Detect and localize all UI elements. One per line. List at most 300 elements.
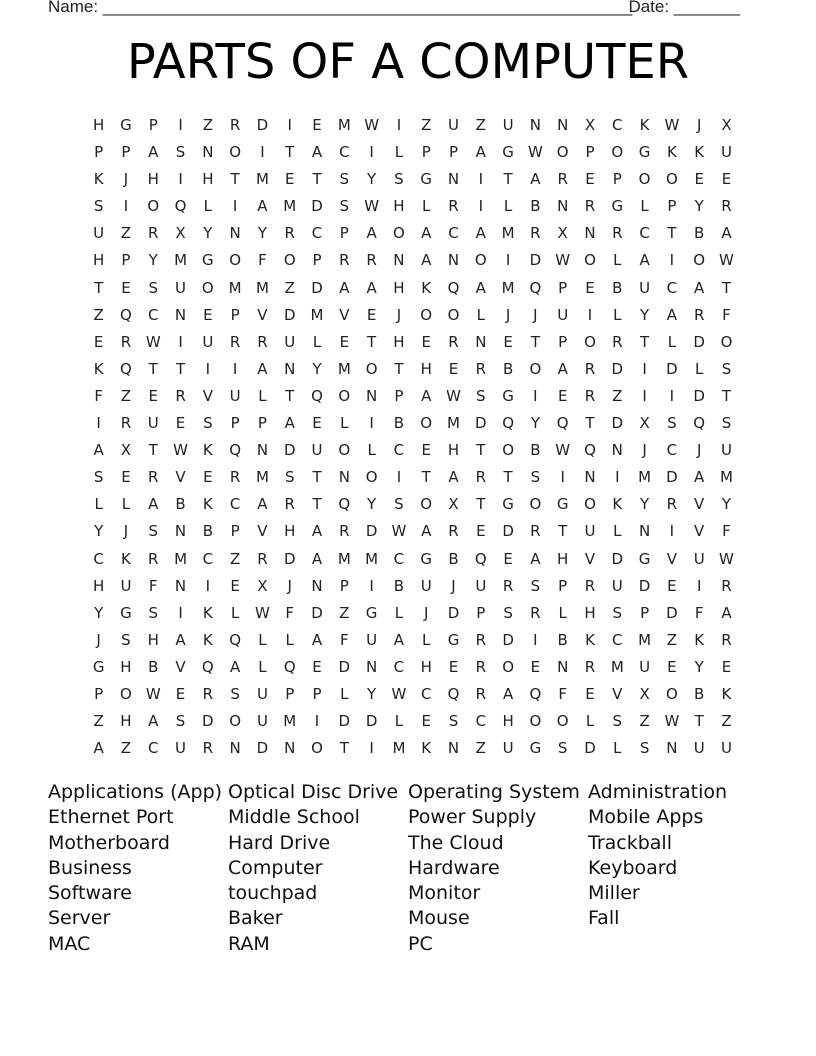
grid-letter[interactable]: C	[612, 116, 623, 134]
grid-letter[interactable]: V	[339, 305, 350, 324]
grid-letter[interactable]: R	[584, 386, 596, 405]
grid-letter[interactable]: B	[393, 414, 405, 433]
grid-letter[interactable]: V	[694, 495, 705, 514]
grid-letter[interactable]: C	[475, 712, 487, 731]
grid-letter[interactable]: I	[205, 576, 211, 595]
grid-letter[interactable]: P	[558, 278, 568, 297]
grid-letter[interactable]: I	[287, 116, 292, 134]
grid-letter[interactable]: W	[364, 197, 380, 216]
grid-letter[interactable]: A	[393, 630, 405, 649]
grid-letter[interactable]: K	[721, 684, 732, 703]
grid-letter[interactable]: R	[502, 576, 514, 595]
grid-letter[interactable]: R	[448, 197, 459, 216]
grid-letter[interactable]: M	[638, 468, 652, 487]
grid-letter[interactable]: M	[337, 116, 351, 134]
grid-letter[interactable]: K	[585, 630, 595, 649]
grid-letter[interactable]: G	[502, 386, 514, 405]
grid-letter[interactable]: A	[366, 224, 377, 243]
grid-letter[interactable]: E	[203, 468, 213, 487]
grid-letter[interactable]: D	[256, 116, 269, 134]
grid-letter[interactable]: F	[722, 305, 731, 324]
grid-letter[interactable]: L	[613, 522, 622, 541]
grid-letter[interactable]: S	[476, 386, 486, 405]
grid-letter[interactable]: S	[394, 170, 404, 189]
grid-letter[interactable]: I	[178, 170, 183, 189]
grid-letter[interactable]: W	[664, 116, 680, 134]
grid-letter[interactable]: P	[476, 603, 486, 622]
grid-letter[interactable]: S	[284, 468, 295, 487]
grid-letter[interactable]: R	[666, 495, 678, 514]
grid-letter[interactable]: O	[229, 251, 242, 270]
grid-letter[interactable]: O	[529, 712, 542, 731]
grid-letter[interactable]: Y	[367, 170, 377, 189]
grid-letter[interactable]: K	[202, 630, 213, 649]
grid-letter[interactable]: Z	[120, 224, 132, 243]
grid-letter[interactable]: Y	[694, 197, 704, 216]
grid-letter[interactable]: B	[557, 630, 568, 649]
grid-letter[interactable]: U	[693, 739, 705, 758]
grid-letter[interactable]: Q	[693, 414, 706, 433]
grid-letter[interactable]: S	[148, 278, 158, 297]
grid-letter[interactable]: H	[147, 630, 159, 649]
grid-letter[interactable]: P	[585, 143, 595, 162]
grid-letter[interactable]: S	[148, 522, 158, 541]
grid-letter[interactable]: R	[475, 684, 487, 703]
grid-letter[interactable]: C	[393, 441, 405, 460]
grid-letter[interactable]: P	[257, 414, 267, 433]
grid-letter[interactable]: Q	[584, 441, 596, 460]
grid-letter[interactable]: D	[283, 305, 296, 324]
grid-letter[interactable]: I	[505, 251, 511, 270]
grid-letter[interactable]: W	[555, 441, 571, 460]
grid-letter[interactable]: D	[256, 739, 269, 758]
grid-letter[interactable]: R	[366, 251, 377, 270]
grid-letter[interactable]: J	[123, 170, 129, 189]
grid-letter[interactable]: S	[721, 414, 732, 433]
grid-letter[interactable]: Z	[475, 739, 486, 758]
grid-letter[interactable]: U	[611, 576, 623, 595]
grid-letter[interactable]: A	[475, 224, 486, 243]
grid-letter[interactable]: A	[475, 278, 486, 297]
grid-letter[interactable]: X	[639, 414, 650, 433]
grid-letter[interactable]: E	[721, 170, 732, 189]
grid-letter[interactable]: I	[533, 630, 538, 649]
grid-letter[interactable]: C	[666, 441, 678, 460]
grid-letter[interactable]: C	[393, 549, 405, 568]
grid-letter[interactable]: D	[611, 549, 624, 568]
grid-letter[interactable]: T	[312, 468, 322, 487]
grid-letter[interactable]: L	[640, 197, 649, 216]
grid-letter[interactable]: O	[311, 739, 323, 758]
grid-letter[interactable]: U	[202, 332, 214, 351]
grid-letter[interactable]: F	[285, 603, 295, 622]
grid-letter[interactable]: Z	[666, 630, 678, 649]
grid-letter[interactable]: K	[93, 359, 104, 378]
grid-letter[interactable]: W	[719, 251, 734, 270]
grid-letter[interactable]: Y	[148, 251, 158, 270]
grid-letter[interactable]: P	[312, 684, 322, 703]
grid-letter[interactable]: I	[178, 603, 183, 622]
grid-letter[interactable]: Y	[367, 495, 377, 514]
grid-letter[interactable]: M	[255, 170, 269, 189]
grid-letter[interactable]: E	[503, 549, 513, 568]
grid-letter[interactable]: E	[284, 170, 295, 189]
grid-letter[interactable]: P	[230, 522, 240, 541]
grid-letter[interactable]: L	[94, 495, 103, 514]
grid-letter[interactable]: A	[257, 495, 268, 514]
grid-letter[interactable]: A	[448, 468, 459, 487]
grid-letter[interactable]: R	[584, 359, 596, 378]
grid-letter[interactable]: N	[529, 116, 542, 134]
grid-letter[interactable]: P	[448, 143, 459, 162]
grid-letter[interactable]: L	[585, 712, 595, 731]
grid-letter[interactable]: D	[283, 441, 296, 460]
grid-letter[interactable]: R	[148, 549, 159, 568]
grid-letter[interactable]: U	[93, 224, 105, 243]
grid-letter[interactable]: N	[311, 576, 323, 595]
grid-letter[interactable]: M	[501, 278, 515, 297]
grid-letter[interactable]: I	[314, 712, 320, 731]
grid-letter[interactable]: O	[365, 468, 378, 487]
grid-letter[interactable]: R	[475, 359, 487, 378]
grid-letter[interactable]: A	[694, 468, 705, 487]
grid-letter[interactable]: N	[174, 522, 187, 541]
grid-letter[interactable]: C	[148, 305, 159, 324]
grid-letter[interactable]: O	[474, 251, 487, 270]
grid-letter[interactable]: U	[420, 576, 432, 595]
grid-letter[interactable]: U	[584, 522, 596, 541]
grid-letter[interactable]: P	[285, 684, 295, 703]
grid-letter[interactable]: P	[394, 386, 404, 405]
grid-letter[interactable]: A	[284, 414, 295, 433]
grid-letter[interactable]: U	[693, 549, 705, 568]
grid-letter[interactable]: A	[257, 197, 268, 216]
grid-letter[interactable]: V	[202, 386, 213, 405]
grid-letter[interactable]: Z	[93, 305, 104, 324]
grid-letter[interactable]: O	[365, 359, 378, 378]
grid-letter[interactable]: N	[366, 386, 378, 405]
grid-letter[interactable]: R	[202, 739, 214, 758]
grid-letter[interactable]: J	[396, 305, 402, 324]
grid-letter[interactable]: W	[446, 386, 461, 405]
grid-letter[interactable]: N	[366, 657, 378, 676]
grid-letter[interactable]: S	[230, 684, 240, 703]
grid-letter[interactable]: I	[669, 386, 675, 405]
grid-letter[interactable]: J	[696, 116, 702, 134]
grid-letter[interactable]: O	[665, 170, 678, 189]
grid-letter[interactable]: P	[612, 170, 622, 189]
grid-letter[interactable]: M	[337, 359, 351, 378]
grid-letter[interactable]: M	[255, 468, 269, 487]
grid-letter[interactable]: S	[612, 712, 623, 731]
grid-letter[interactable]: J	[505, 305, 511, 324]
grid-letter[interactable]: T	[285, 386, 295, 405]
grid-letter[interactable]: H	[557, 549, 569, 568]
grid-letter[interactable]: L	[312, 332, 322, 351]
grid-letter[interactable]: C	[202, 549, 214, 568]
grid-letter[interactable]: S	[203, 414, 213, 433]
grid-letter[interactable]: Y	[721, 495, 732, 514]
grid-letter[interactable]: Z	[639, 712, 650, 731]
grid-letter[interactable]: U	[147, 414, 159, 433]
grid-letter[interactable]: E	[230, 576, 240, 595]
grid-letter[interactable]: I	[369, 143, 374, 162]
grid-letter[interactable]: Z	[339, 603, 350, 622]
grid-letter[interactable]: E	[503, 332, 513, 351]
grid-letter[interactable]: S	[530, 576, 541, 595]
grid-letter[interactable]: I	[369, 414, 374, 433]
grid-letter[interactable]: D	[638, 576, 651, 595]
grid-letter[interactable]: D	[693, 386, 705, 405]
grid-letter[interactable]: E	[667, 576, 677, 595]
grid-letter[interactable]: G	[120, 603, 132, 622]
grid-letter[interactable]: A	[311, 630, 323, 649]
grid-letter[interactable]: P	[558, 332, 568, 351]
grid-letter[interactable]: L	[695, 359, 704, 378]
grid-letter[interactable]: Y	[530, 414, 540, 433]
grid-letter[interactable]: H	[120, 712, 132, 731]
grid-letter[interactable]: G	[420, 170, 433, 189]
grid-letter[interactable]: A	[421, 251, 432, 270]
grid-letter[interactable]: I	[669, 522, 675, 541]
grid-letter[interactable]: S	[175, 712, 186, 731]
grid-letter[interactable]: W	[527, 143, 543, 162]
grid-letter[interactable]: D	[584, 739, 596, 758]
grid-letter[interactable]: V	[257, 305, 268, 324]
grid-letter[interactable]: R	[475, 657, 487, 676]
grid-letter[interactable]: O	[147, 197, 160, 216]
grid-letter[interactable]: E	[585, 278, 595, 297]
grid-letter[interactable]: M	[337, 549, 351, 568]
grid-letter[interactable]: A	[257, 359, 268, 378]
grid-letter[interactable]: U	[475, 576, 487, 595]
grid-letter[interactable]: Y	[640, 495, 650, 514]
grid-letter[interactable]: W	[391, 684, 407, 703]
grid-letter[interactable]: U	[284, 332, 296, 351]
grid-letter[interactable]: A	[148, 495, 159, 514]
grid-letter[interactable]: O	[420, 414, 433, 433]
grid-letter[interactable]: J	[642, 441, 647, 460]
grid-letter[interactable]: G	[638, 549, 651, 568]
grid-letter[interactable]: O	[420, 305, 433, 324]
grid-letter[interactable]: M	[447, 414, 460, 433]
grid-letter[interactable]: U	[311, 441, 323, 460]
grid-letter[interactable]: A	[530, 549, 541, 568]
grid-letter[interactable]: E	[175, 684, 186, 703]
grid-letter[interactable]: I	[642, 386, 647, 405]
grid-letter[interactable]: G	[365, 603, 378, 622]
grid-letter[interactable]: C	[448, 224, 459, 243]
grid-letter[interactable]: E	[448, 359, 459, 378]
grid-letter[interactable]: B	[175, 495, 186, 514]
grid-letter[interactable]: R	[475, 630, 487, 649]
grid-letter[interactable]: H	[420, 359, 432, 378]
grid-letter[interactable]: H	[584, 603, 596, 622]
grid-letter[interactable]: T	[285, 143, 295, 162]
grid-letter[interactable]: R	[448, 522, 459, 541]
grid-letter[interactable]: C	[612, 630, 623, 649]
grid-letter[interactable]: W	[255, 603, 270, 622]
grid-letter[interactable]: A	[93, 739, 104, 758]
grid-letter[interactable]: C	[393, 657, 405, 676]
grid-letter[interactable]: A	[421, 386, 432, 405]
grid-letter[interactable]: Z	[612, 386, 623, 405]
grid-letter[interactable]: O	[393, 224, 405, 243]
grid-letter[interactable]: F	[558, 684, 568, 703]
grid-letter[interactable]: L	[258, 386, 267, 405]
grid-letter[interactable]: O	[584, 495, 596, 514]
grid-letter[interactable]: O	[338, 441, 351, 460]
grid-letter[interactable]: U	[120, 576, 132, 595]
grid-letter[interactable]: X	[639, 684, 650, 703]
grid-letter[interactable]: A	[366, 278, 377, 297]
grid-letter[interactable]: P	[230, 414, 240, 433]
grid-letter[interactable]: N	[475, 332, 487, 351]
grid-letter[interactable]: R	[339, 251, 350, 270]
grid-letter[interactable]: U	[502, 116, 514, 134]
grid-letter[interactable]: A	[311, 549, 323, 568]
grid-letter[interactable]: D	[529, 251, 542, 270]
grid-letter[interactable]: L	[476, 305, 485, 324]
grid-letter[interactable]: K	[421, 278, 432, 297]
grid-letter[interactable]: N	[284, 739, 296, 758]
grid-letter[interactable]: E	[694, 170, 704, 189]
grid-letter[interactable]: E	[421, 441, 431, 460]
grid-letter[interactable]: B	[694, 684, 705, 703]
grid-letter[interactable]: E	[557, 386, 568, 405]
grid-letter[interactable]: U	[448, 116, 459, 134]
grid-letter[interactable]: D	[338, 657, 351, 676]
grid-letter[interactable]: V	[584, 549, 596, 568]
grid-letter[interactable]: N	[447, 251, 460, 270]
grid-letter[interactable]: M	[392, 739, 406, 758]
grid-letter[interactable]: E	[175, 414, 186, 433]
grid-letter[interactable]: J	[451, 576, 456, 595]
grid-letter[interactable]: X	[257, 576, 268, 595]
grid-letter[interactable]: H	[420, 657, 432, 676]
grid-letter[interactable]: I	[178, 332, 183, 351]
grid-letter[interactable]: V	[666, 549, 678, 568]
grid-letter[interactable]: A	[421, 522, 432, 541]
grid-letter[interactable]: U	[720, 441, 732, 460]
grid-letter[interactable]: W	[555, 251, 571, 270]
grid-letter[interactable]: A	[639, 251, 650, 270]
grid-letter[interactable]: D	[447, 603, 460, 622]
grid-letter[interactable]: B	[694, 224, 705, 243]
grid-letter[interactable]: O	[556, 712, 569, 731]
grid-letter[interactable]: L	[367, 441, 376, 460]
grid-letter[interactable]: I	[587, 305, 593, 324]
grid-letter[interactable]: T	[530, 332, 540, 351]
grid-letter[interactable]: E	[667, 657, 677, 676]
grid-letter[interactable]: T	[585, 414, 595, 433]
grid-letter[interactable]: C	[311, 224, 323, 243]
grid-letter[interactable]: R	[257, 549, 268, 568]
grid-letter[interactable]: W	[664, 712, 680, 731]
grid-letter[interactable]: G	[420, 549, 433, 568]
grid-letter[interactable]: I	[396, 116, 402, 134]
grid-letter[interactable]: Y	[312, 359, 322, 378]
grid-letter[interactable]: A	[502, 684, 514, 703]
grid-letter[interactable]: Q	[529, 278, 542, 297]
grid-letter[interactable]: O	[120, 684, 132, 703]
grid-letter[interactable]: K	[421, 739, 432, 758]
grid-letter[interactable]: T	[312, 495, 322, 514]
grid-letter[interactable]: C	[339, 143, 350, 162]
grid-letter[interactable]: L	[422, 630, 431, 649]
grid-letter[interactable]: S	[721, 359, 732, 378]
grid-letter[interactable]: B	[202, 522, 213, 541]
grid-letter[interactable]: G	[502, 495, 514, 514]
grid-letter[interactable]: T	[148, 359, 158, 378]
grid-letter[interactable]: A	[175, 630, 186, 649]
grid-letter[interactable]: R	[612, 332, 623, 351]
grid-letter[interactable]: E	[448, 657, 459, 676]
grid-letter[interactable]: C	[93, 549, 104, 568]
grid-letter[interactable]: I	[615, 468, 620, 487]
grid-letter[interactable]: N	[447, 739, 460, 758]
grid-letter[interactable]: A	[721, 224, 732, 243]
grid-letter[interactable]: O	[720, 332, 733, 351]
grid-letter[interactable]: D	[365, 522, 378, 541]
grid-letter[interactable]: M	[638, 630, 652, 649]
grid-letter[interactable]: F	[148, 576, 158, 595]
grid-letter[interactable]: E	[530, 657, 541, 676]
grid-letter[interactable]: K	[639, 116, 650, 134]
grid-letter[interactable]: D	[365, 712, 378, 731]
grid-letter[interactable]: D	[666, 603, 678, 622]
grid-letter[interactable]: H	[120, 657, 132, 676]
grid-letter[interactable]: O	[584, 332, 596, 351]
grid-letter[interactable]: K	[612, 495, 623, 514]
grid-letter[interactable]: O	[529, 359, 542, 378]
grid-letter[interactable]: J	[123, 522, 129, 541]
grid-letter[interactable]: N	[229, 224, 241, 243]
grid-letter[interactable]: N	[557, 657, 569, 676]
grid-letter[interactable]: Z	[475, 116, 486, 134]
grid-letter[interactable]: P	[121, 251, 131, 270]
grid-letter[interactable]: E	[93, 332, 104, 351]
grid-letter[interactable]: T	[339, 739, 349, 758]
grid-letter[interactable]: R	[148, 468, 159, 487]
grid-letter[interactable]: A	[311, 143, 323, 162]
grid-letter[interactable]: F	[258, 251, 267, 270]
grid-letter[interactable]: K	[93, 170, 104, 189]
grid-letter[interactable]: D	[311, 278, 323, 297]
grid-letter[interactable]: U	[256, 684, 268, 703]
grid-letter[interactable]: R	[530, 603, 541, 622]
grid-letter[interactable]: L	[394, 712, 404, 731]
grid-letter[interactable]: D	[311, 197, 323, 216]
grid-letter[interactable]: Q	[229, 441, 242, 460]
grid-letter[interactable]: P	[121, 143, 131, 162]
grid-letter[interactable]: W	[391, 522, 407, 541]
grid-letter[interactable]: R	[284, 224, 295, 243]
grid-letter[interactable]: Q	[229, 630, 242, 649]
grid-letter[interactable]: R	[339, 522, 350, 541]
grid-letter[interactable]: H	[393, 332, 405, 351]
grid-letter[interactable]: A	[148, 712, 159, 731]
grid-letter[interactable]: L	[340, 414, 349, 433]
grid-letter[interactable]: Y	[94, 603, 104, 622]
grid-letter[interactable]: D	[502, 522, 514, 541]
grid-letter[interactable]: N	[666, 739, 678, 758]
grid-letter[interactable]: J	[423, 603, 429, 622]
grid-letter[interactable]: E	[312, 414, 322, 433]
grid-letter[interactable]: B	[502, 359, 514, 378]
grid-letter[interactable]: Y	[694, 657, 704, 676]
grid-letter[interactable]: T	[503, 170, 513, 189]
